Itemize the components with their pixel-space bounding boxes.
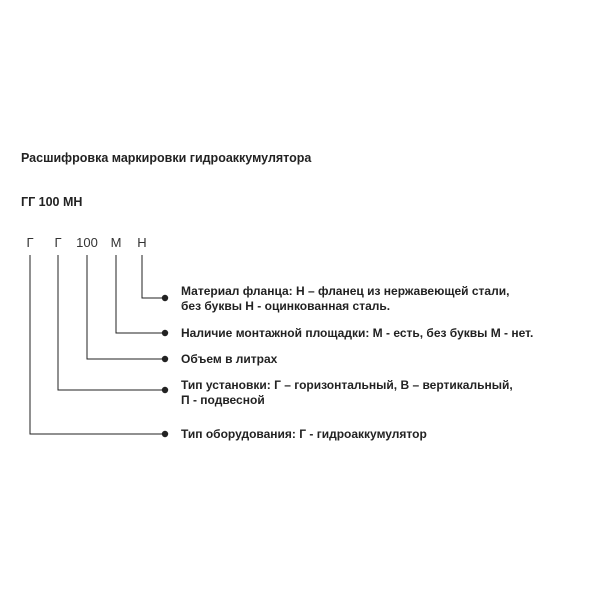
legend-installation-line2: П - подвесной (181, 393, 265, 407)
connector-volume (87, 255, 162, 359)
legend-type (181, 427, 427, 442)
legend-flange-line2: без буквы Н - оцинкованная сталь. (181, 299, 391, 313)
legend-platform-line1: Наличие монтажной площадки: М - есть, без буквы М - нет. (181, 326, 534, 340)
code-part-installation: Г (54, 235, 62, 250)
connector-flange (142, 255, 162, 298)
diagram-title: Расшифровка маркировки гидроаккумулятора (21, 151, 312, 165)
legend-volume-line1: Объем в литрах (181, 352, 278, 366)
legend-type-line1: Тип оборудования: Г - гидроаккумулятор (181, 427, 427, 441)
connector-dot-installation (162, 387, 168, 393)
connector-installation (58, 255, 162, 390)
code-part-platform: М (110, 235, 122, 250)
legend-flange-line1: Материал фланца: Н – фланец из нержавеющей стали, (181, 284, 510, 298)
legend-installation (181, 378, 513, 408)
connector-dot-volume (162, 356, 168, 362)
connector-dot-type (162, 431, 168, 437)
connector-dot-flange (162, 295, 168, 301)
legend-installation-line1: Тип установки: Г – горизонтальный, В – вертикальный, (181, 378, 513, 392)
connector-platform (116, 255, 162, 333)
legend-volume (181, 352, 277, 367)
legend-platform (181, 326, 533, 341)
code-part-volume: 100 (76, 235, 98, 250)
code-part-flange: Н (137, 235, 147, 250)
model-code: ГГ 100 МН (21, 195, 83, 209)
legend-flange (181, 284, 509, 314)
connector-dot-platform (162, 330, 168, 336)
code-part-type: Г (26, 235, 34, 250)
